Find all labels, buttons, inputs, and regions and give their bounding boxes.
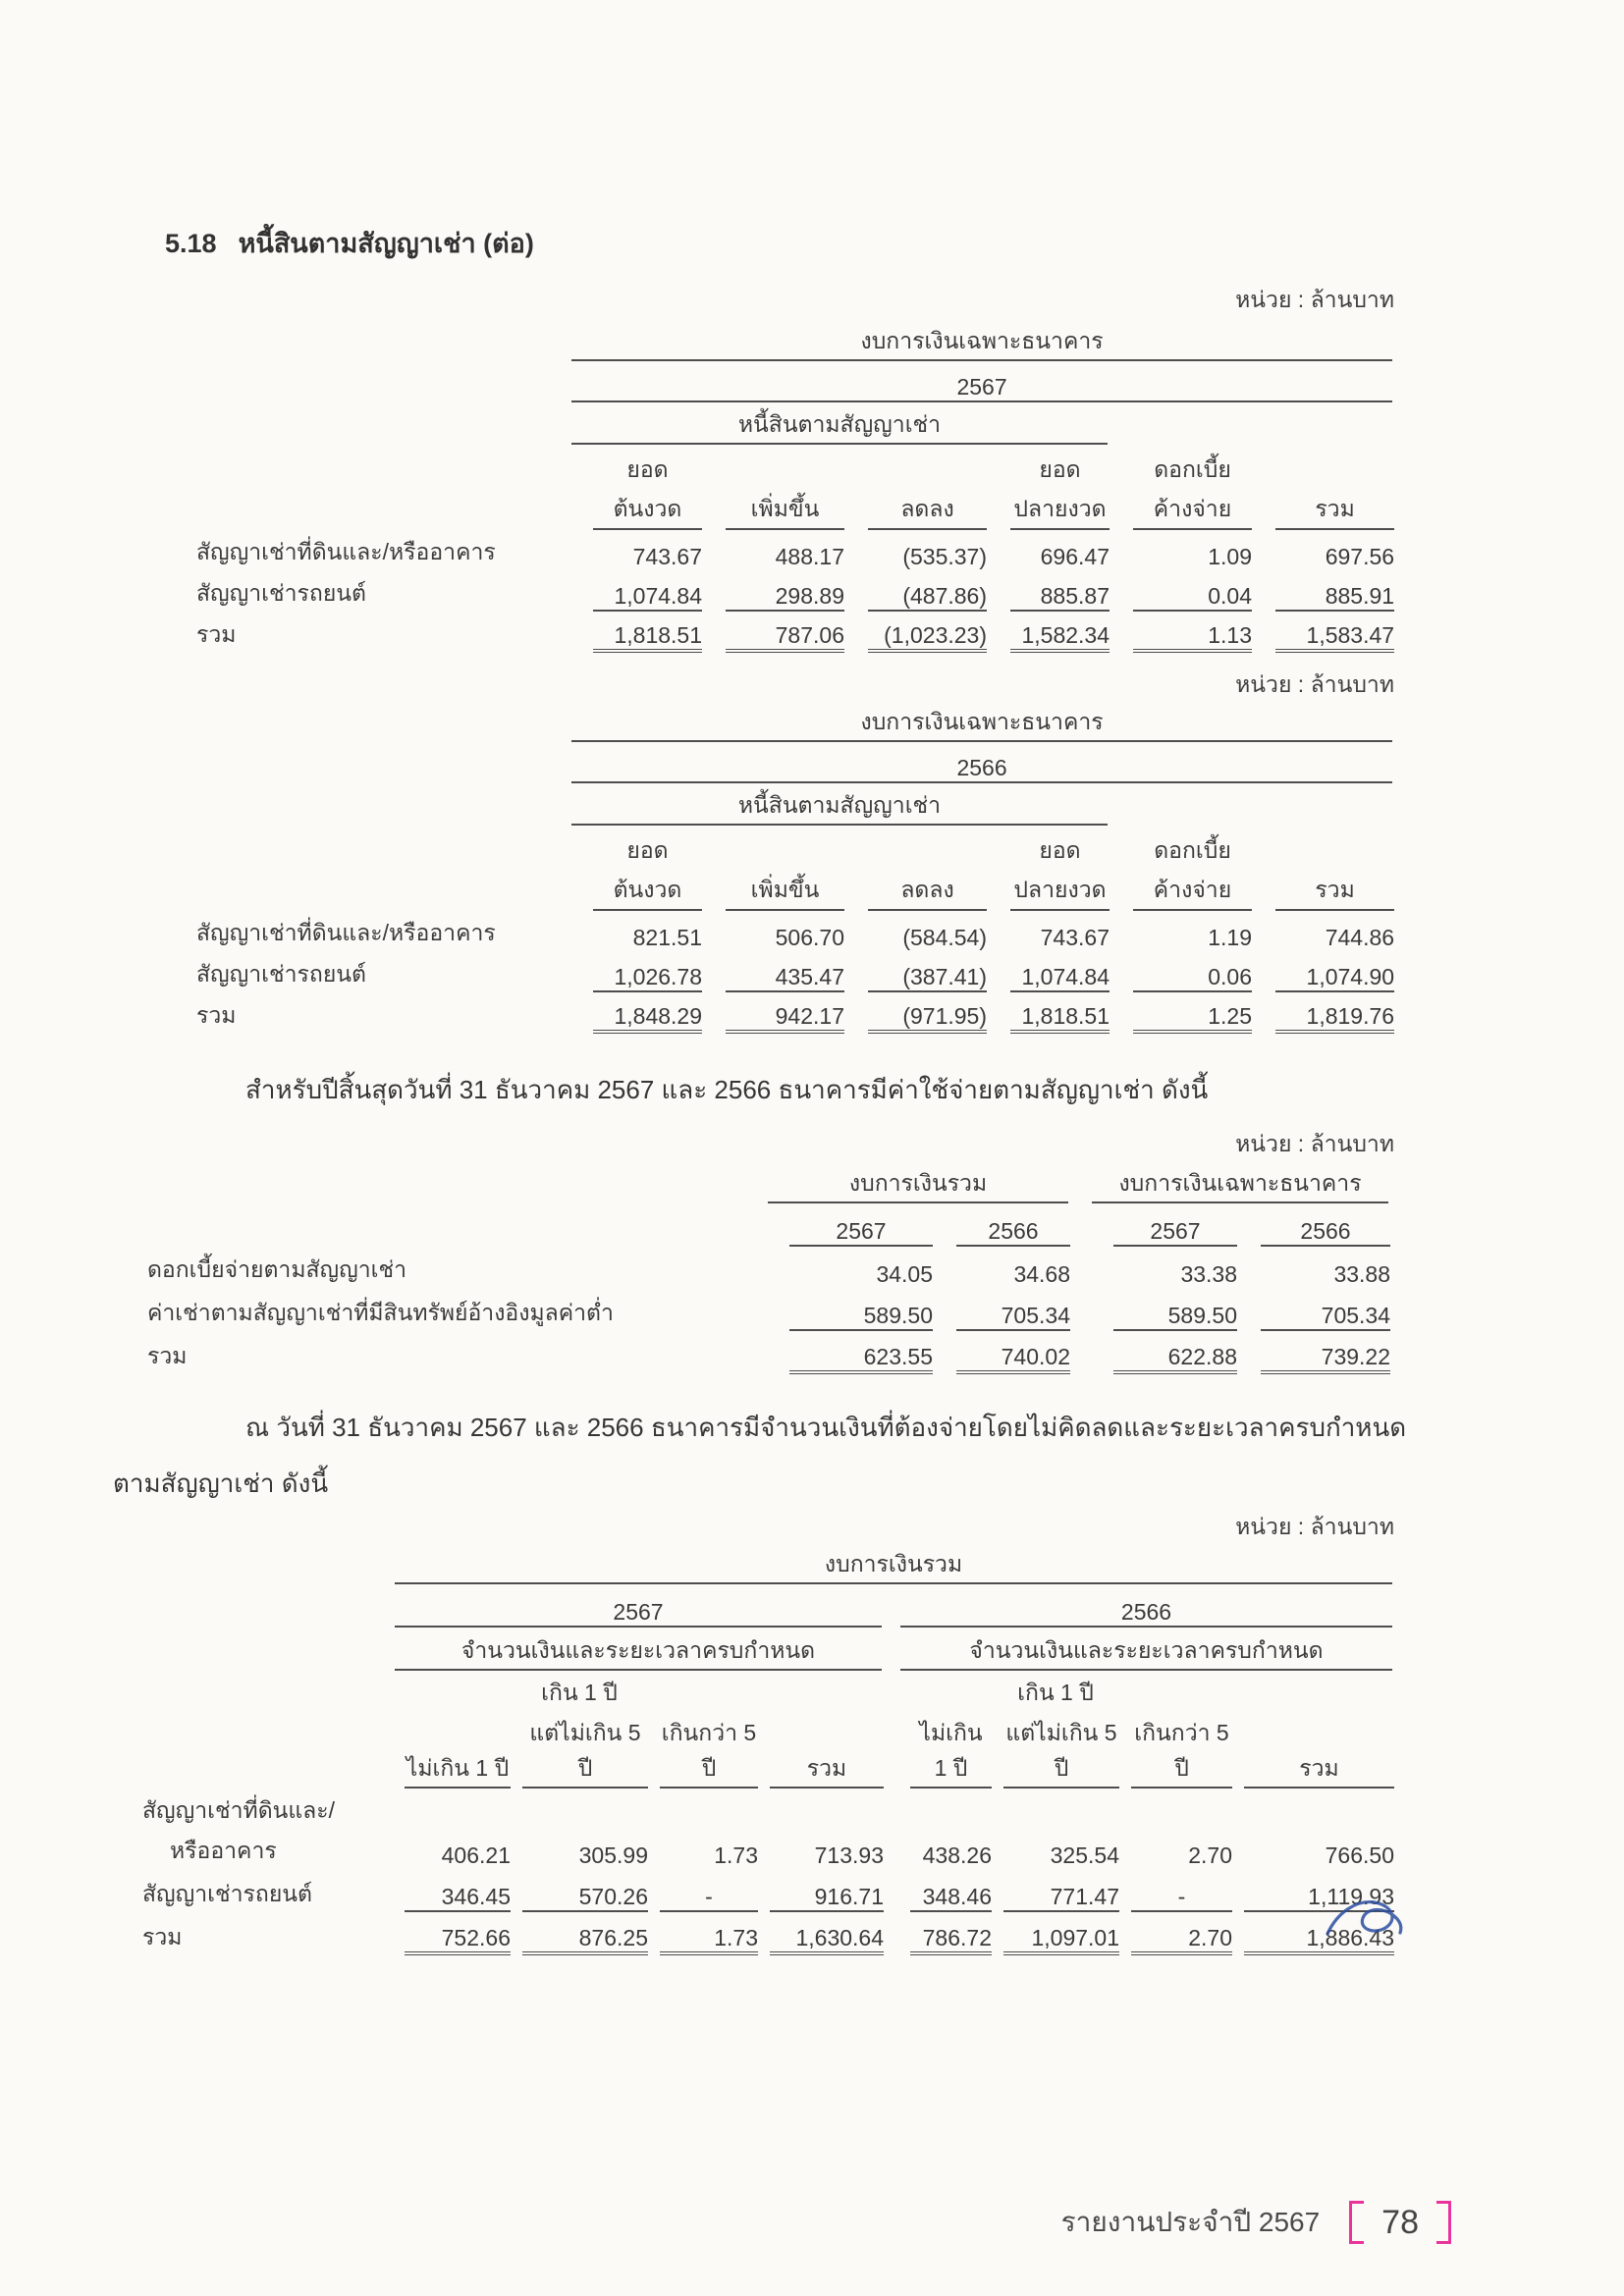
- value-cell: 1.09: [1208, 544, 1252, 569]
- value-cell: 325.54: [1050, 1842, 1119, 1868]
- page-footer: [1061, 2201, 1451, 2244]
- value-cell: 1,074.90: [1275, 964, 1394, 992]
- value-cell: 1,074.84: [1010, 964, 1110, 992]
- table-row: [196, 575, 1394, 616]
- value-cell: 2.70: [1131, 1925, 1232, 1955]
- column-header: แต่ไม่เกิน 5 ปี: [1003, 1716, 1119, 1789]
- value-cell: 696.47: [1040, 544, 1110, 569]
- value-cell: 0.04: [1133, 583, 1252, 612]
- value-cell: 33.38: [1180, 1261, 1237, 1287]
- value-cell: (487.86): [868, 583, 987, 612]
- value-cell: 1,583.47: [1275, 622, 1394, 653]
- value-cell: 885.87: [1010, 583, 1110, 612]
- year-header: 2566: [956, 1218, 1070, 1247]
- value-cell: 570.26: [522, 1884, 648, 1912]
- column-header: เพิ่มขึ้น: [726, 489, 844, 530]
- column-header: ยอด ปลายงวด: [1010, 830, 1110, 911]
- column-header: เกิน 1 ปี: [1017, 1680, 1094, 1705]
- column-header: เพิ่มขึ้น: [726, 870, 844, 911]
- table-row: [196, 916, 1394, 956]
- table-row: [142, 1793, 1394, 1834]
- value-cell: 1,630.64: [770, 1925, 884, 1955]
- value-cell: 435.47: [726, 964, 844, 992]
- ink-swirl-icon: [1324, 1893, 1406, 1948]
- row-label: หรืออาคาร: [170, 1838, 277, 1863]
- column-header: รวม: [1275, 870, 1394, 911]
- column-header: ดอกเบี้ย ค้างจ่าย: [1133, 830, 1252, 911]
- table-row: [142, 1834, 1394, 1874]
- value-cell: (971.95): [868, 1003, 987, 1034]
- value-cell: 739.22: [1261, 1344, 1390, 1374]
- table-row: [196, 997, 1394, 1039]
- table-row: [142, 1547, 1394, 1589]
- year-header: 2567: [1113, 1218, 1237, 1247]
- value-cell: 1,026.78: [593, 964, 702, 992]
- value-cell: 1,097.01: [1003, 1925, 1119, 1955]
- table-row: [196, 450, 1394, 535]
- lease-maturity-table: [142, 1547, 1394, 1960]
- value-cell: -: [660, 1884, 758, 1912]
- value-cell: 33.88: [1333, 1261, 1391, 1287]
- value-cell: 876.25: [522, 1925, 648, 1955]
- value-cell: 885.91: [1275, 583, 1394, 612]
- value-cell: 743.67: [632, 544, 702, 569]
- value-cell: 1,119.93: [1244, 1884, 1394, 1912]
- maturity-header: จำนวนเงินและระยะเวลาครบกำหนด: [900, 1633, 1392, 1671]
- lease-expense-table: [147, 1166, 1390, 1379]
- value-cell: 1.25: [1133, 1003, 1252, 1034]
- year-header: 2566: [571, 755, 1392, 783]
- group-header: งบการเงินเฉพาะธนาคาร: [571, 705, 1392, 742]
- value-cell: (387.41): [868, 964, 987, 992]
- value-cell: 821.51: [632, 925, 702, 950]
- value-cell: 1,818.51: [1010, 1003, 1110, 1034]
- report-title: รายงานประจำปี 2567: [1060, 2207, 1321, 2237]
- unit-label: หน่วย : ล้านบาท: [1235, 1131, 1394, 1156]
- value-cell: 589.50: [789, 1303, 933, 1331]
- page-number: 78: [1381, 2203, 1419, 2241]
- column-header: ยอด ต้นงวด: [593, 450, 702, 530]
- paragraph-undiscounted: [113, 1400, 1517, 1512]
- value-cell: 744.86: [1325, 925, 1395, 950]
- column-header: รวม: [1275, 489, 1394, 530]
- value-cell: 2.70: [1188, 1842, 1232, 1868]
- maturity-header: จำนวนเงินและระยะเวลาครบกำหนด: [395, 1633, 882, 1671]
- subgroup-header: หนี้สินตามสัญญาเช่า: [571, 407, 1108, 445]
- table-row: [196, 747, 1394, 788]
- value-cell: 305.99: [578, 1842, 648, 1868]
- year-header: 2566: [900, 1599, 1392, 1628]
- year-header: 2566: [1261, 1218, 1390, 1247]
- table-row: [147, 1293, 1390, 1336]
- value-cell: (1,023.23): [868, 622, 987, 653]
- value-cell: 348.46: [910, 1884, 992, 1912]
- column-header: ดอกเบี้ย ค้างจ่าย: [1133, 450, 1252, 530]
- row-label: สัญญาเช่าที่ดินและ/หรืออาคาร: [196, 920, 496, 945]
- table-row: [142, 1676, 1394, 1716]
- value-cell: 1,582.34: [1010, 622, 1110, 653]
- row-label: รวม: [196, 621, 237, 647]
- paragraph-line: ณ วันที่ 31 ธันวาคม 2567 และ 2566 ธนาคารมีจำนวนเงินที่ต้องจ่ายโดยไม่คิดลดและระยะเวลาครบกำหนด: [245, 1413, 1407, 1442]
- value-cell: 1.73: [714, 1842, 758, 1868]
- column-header: ยอด ปลายงวด: [1010, 450, 1110, 530]
- row-label: รวม: [196, 1002, 237, 1028]
- table-row: [142, 1917, 1394, 1960]
- table-row: [196, 324, 1394, 366]
- value-cell: 1.19: [1208, 925, 1252, 950]
- value-cell: 406.21: [441, 1842, 511, 1868]
- table-row: [147, 1336, 1390, 1379]
- table-row: [196, 830, 1394, 916]
- group-header: งบการเงินเฉพาะธนาคาร: [571, 324, 1392, 361]
- value-cell: 34.68: [1013, 1261, 1070, 1287]
- page-title: [165, 222, 534, 264]
- column-header: เกินกว่า 5 ปี: [1131, 1716, 1232, 1789]
- value-cell: 438.26: [922, 1842, 992, 1868]
- row-label: สัญญาเช่ารถยนต์: [142, 1881, 312, 1906]
- table-row: [142, 1589, 1394, 1632]
- column-header: รวม: [770, 1751, 884, 1789]
- value-cell: 298.89: [726, 583, 844, 612]
- value-cell: 766.50: [1325, 1842, 1394, 1868]
- paragraph-line: ตามสัญญาเช่า ดังนี้: [113, 1468, 329, 1498]
- unit-label: หน่วย : ล้านบาท: [1235, 671, 1394, 697]
- value-cell: (535.37): [902, 544, 987, 569]
- table-row: [196, 366, 1394, 407]
- value-cell: 942.17: [726, 1003, 844, 1034]
- value-cell: 740.02: [956, 1344, 1070, 1374]
- table-row: [147, 1166, 1390, 1208]
- year-header: 2567: [789, 1218, 933, 1247]
- unit-label: หน่วย : ล้านบาท: [1235, 1514, 1394, 1539]
- value-cell: 1,886.43: [1244, 1925, 1394, 1955]
- table-row: [142, 1716, 1394, 1793]
- value-cell: 752.66: [405, 1925, 511, 1955]
- table-row: [196, 956, 1394, 997]
- value-cell: 623.55: [789, 1344, 933, 1374]
- ink-swirl-mark: [1324, 1893, 1406, 1952]
- value-cell: 1,848.29: [593, 1003, 702, 1034]
- value-cell: 697.56: [1325, 544, 1395, 569]
- value-cell: 506.70: [775, 925, 844, 950]
- column-header: ไม่เกิน 1 ปี: [910, 1716, 992, 1789]
- row-label: รวม: [147, 1343, 188, 1368]
- section-number: 5.18: [165, 229, 217, 258]
- column-header: ลดลง: [868, 870, 987, 911]
- table-row: [196, 705, 1394, 747]
- value-cell: (584.54): [902, 925, 987, 950]
- value-cell: 34.05: [876, 1261, 933, 1287]
- column-header: ไม่เกิน 1 ปี: [405, 1751, 511, 1789]
- value-cell: 787.06: [726, 622, 844, 653]
- value-cell: -: [1131, 1884, 1232, 1912]
- value-cell: 488.17: [775, 544, 844, 569]
- column-header: ยอด ต้นงวด: [593, 830, 702, 911]
- column-header: เกิน 1 ปี: [541, 1680, 618, 1705]
- value-cell: 1,819.76: [1275, 1003, 1394, 1034]
- value-cell: 1,818.51: [593, 622, 702, 653]
- paragraph-expenses: สำหรับปีสิ้นสุดวันที่ 31 ธันวาคม 2567 และ 2566 ธนาคารมีค่าใช้จ่ายตามสัญญาเช่า ดังนี้: [245, 1075, 1209, 1104]
- table-row: [147, 1252, 1390, 1293]
- row-label: สัญญาเช่าที่ดินและ/หรืออาคาร: [196, 539, 496, 564]
- row-label: ดอกเบี้ยจ่ายตามสัญญาเช่า: [147, 1256, 407, 1282]
- value-cell: 1.73: [660, 1925, 758, 1955]
- section-title: หนี้สินตามสัญญาเช่า (ต่อ): [238, 229, 534, 258]
- column-header: เกินกว่า 5 ปี: [660, 1716, 758, 1789]
- lease-liabilities-table-2567: [196, 324, 1394, 658]
- table-row: [142, 1632, 1394, 1676]
- value-cell: 916.71: [770, 1884, 884, 1912]
- table-row: [196, 616, 1394, 658]
- year-header: 2567: [395, 1599, 882, 1628]
- row-label: สัญญาเช่ารถยนต์: [196, 961, 366, 987]
- row-label: สัญญาเช่ารถยนต์: [196, 580, 366, 606]
- column-header: ลดลง: [868, 489, 987, 530]
- value-cell: 705.34: [1261, 1303, 1390, 1331]
- value-cell: 743.67: [1040, 925, 1110, 950]
- lease-liabilities-table-2566: [196, 705, 1394, 1039]
- table-row: [196, 788, 1394, 830]
- bracket-right-icon: [1436, 2201, 1451, 2244]
- group-header: งบการเงินรวม: [395, 1547, 1392, 1584]
- column-header: แต่ไม่เกิน 5 ปี: [522, 1716, 648, 1789]
- bracket-left-icon: [1349, 2201, 1364, 2244]
- unit-label: หน่วย : ล้านบาท: [1235, 287, 1394, 312]
- value-cell: 622.88: [1113, 1344, 1237, 1374]
- table-row: [142, 1874, 1394, 1917]
- row-label: สัญญาเช่าที่ดินและ/: [142, 1797, 336, 1823]
- value-cell: 1.13: [1133, 622, 1252, 653]
- column-header: รวม: [1244, 1751, 1394, 1789]
- value-cell: 0.06: [1133, 964, 1252, 992]
- year-header: 2567: [571, 374, 1392, 402]
- group-header: งบการเงินรวม: [768, 1166, 1068, 1203]
- group-header: งบการเงินเฉพาะธนาคาร: [1092, 1166, 1388, 1203]
- value-cell: 705.34: [956, 1303, 1070, 1331]
- table-row: [196, 535, 1394, 575]
- value-cell: 786.72: [910, 1925, 992, 1955]
- value-cell: 771.47: [1003, 1884, 1119, 1912]
- table-row: [147, 1208, 1390, 1252]
- table-row: [196, 407, 1394, 450]
- value-cell: 346.45: [405, 1884, 511, 1912]
- value-cell: 1,074.84: [593, 583, 702, 612]
- value-cell: 713.93: [814, 1842, 884, 1868]
- row-label: ค่าเช่าตามสัญญาเช่าที่มีสินทรัพย์อ้างอิงมูลค่าต่ำ: [147, 1300, 614, 1325]
- row-label: รวม: [142, 1924, 183, 1949]
- value-cell: 589.50: [1113, 1303, 1237, 1331]
- subgroup-header: หนี้สินตามสัญญาเช่า: [571, 788, 1108, 826]
